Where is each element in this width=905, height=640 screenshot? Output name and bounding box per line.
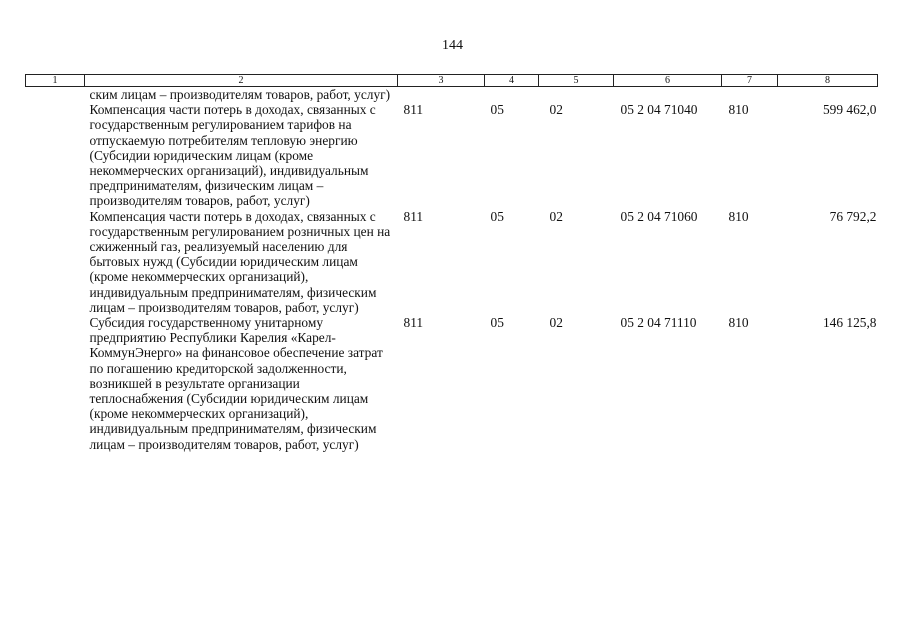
cell-section: 05 [490, 315, 504, 331]
header-col-5: 5 [539, 75, 614, 87]
cell-expense-type: 810 [728, 315, 749, 331]
cell-expense-type: 810 [728, 102, 749, 118]
cell-description: Компенсация части потерь в доходах, связанных с государственным регулированием тарифов на отпускаемую потребителям тепловую энергию (Субсидии юридическим лицам (кроме некоммерческих организаций), индивидуальным предпринимателям, физическим лицам – производителям товаров, работ, услуг) [89, 102, 376, 209]
table-body [26, 87, 878, 452]
cell-section: 05 [490, 102, 504, 118]
cell-description: ским лицам – производителям товаров, работ, услуг) [89, 87, 391, 102]
cell-expense-type: 810 [728, 208, 749, 224]
cell-admin-code: 811 [403, 102, 424, 118]
cell-subsection: 02 [549, 102, 563, 118]
header-col-4: 4 [485, 75, 539, 87]
cell-target-code: 05 2 04 71040 [620, 102, 698, 118]
cell-amount: 76 792,2 [829, 208, 877, 224]
cell-subsection: 02 [549, 315, 563, 331]
table-header [26, 75, 878, 87]
cell-description: Компенсация части потерь в доходах, связанных с государственным регулированием розничных цен на сжиженный газ, реализуемый населению для бытовых нужд (Субсидии юридическим лицам (кроме некоммерческих организаций), индивидуальным предпринимателям, физическим лицам – производителям товаров, работ, услуг) [89, 208, 391, 315]
cell-empty [26, 209, 85, 315]
header-col-8: 8 [778, 75, 878, 87]
table-row [26, 102, 878, 208]
cell-empty [26, 87, 85, 103]
cell-subsection: 02 [549, 208, 563, 224]
header-col-3: 3 [398, 75, 485, 87]
header-col-2: 2 [85, 75, 398, 87]
budget-table [25, 74, 878, 452]
header-row [26, 75, 878, 87]
header-col-6: 6 [614, 75, 722, 87]
header-col-1: 1 [26, 75, 85, 87]
cell-section: 05 [490, 208, 504, 224]
cell-admin-code: 811 [403, 315, 424, 331]
cell-target-code: 05 2 04 71060 [620, 208, 698, 224]
cell-admin-code: 811 [403, 208, 424, 224]
table-row [26, 315, 878, 452]
cell-amount: 146 125,8 [822, 315, 877, 331]
cell-amount: 599 462,0 [822, 102, 877, 118]
table-row [26, 209, 878, 315]
cell-target-code: 05 2 04 71110 [620, 315, 697, 331]
table-row-continuation [26, 87, 878, 103]
header-col-7: 7 [722, 75, 778, 87]
page-number: 144 [442, 38, 463, 53]
cell-empty [26, 102, 85, 208]
cell-empty [26, 315, 85, 452]
cell-description: Субсидия государственному унитарному предприятию Республики Карелия «Карел-КоммунЭнерго» на финансовое обеспечение затрат по погашению кредиторской задолженности, возникшей в результате организации теплоснабжения (Субсидии юридическим лицам (кроме некоммерческих организаций), индивидуальным предпринимателям, физическим лицам – производителям товаров, работ, услуг) [89, 315, 383, 452]
